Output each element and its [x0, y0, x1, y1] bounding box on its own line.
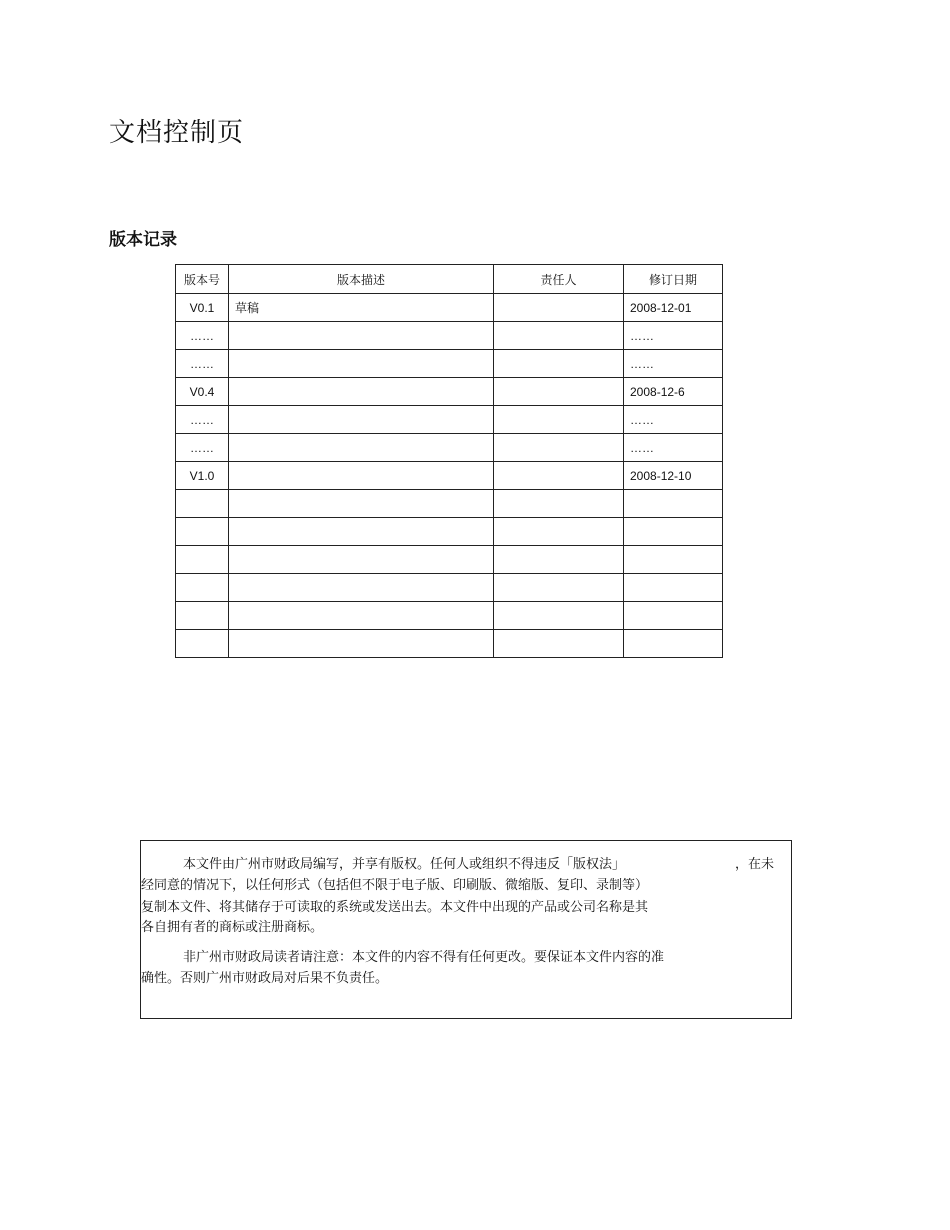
cell-owner	[494, 350, 624, 378]
cell-revision-date	[624, 574, 723, 602]
cell-version: V1.0	[176, 462, 229, 490]
cell-version	[176, 574, 229, 602]
header-version: 版本号	[176, 265, 229, 294]
notice-text: 本文件由广州市财政局编写，并享有版权。任何人或组织不得违反「版权法」	[183, 857, 626, 872]
cell-owner	[494, 378, 624, 406]
cell-owner	[494, 630, 624, 658]
table-row	[176, 350, 723, 378]
table-row	[176, 378, 723, 406]
cell-version: V0.4	[176, 378, 229, 406]
cell-description: 草稿	[229, 294, 494, 322]
section-title-version-record: 版本记录	[109, 230, 177, 250]
cell-description	[229, 574, 494, 602]
cell-revision-date	[624, 490, 723, 518]
cell-description	[229, 350, 494, 378]
table-row	[176, 294, 723, 322]
cell-revision-date	[624, 546, 723, 574]
table-row	[176, 406, 723, 434]
cell-revision-date	[624, 630, 723, 658]
cell-description	[229, 546, 494, 574]
cell-revision-date: 2008-12-01	[624, 294, 723, 322]
header-owner: 责任人	[494, 265, 624, 294]
cell-description	[229, 602, 494, 630]
header-description: 版本描述	[229, 265, 494, 294]
table-row	[176, 574, 723, 602]
cell-version: V0.1	[176, 294, 229, 322]
cell-description	[229, 490, 494, 518]
table-header-row	[176, 265, 723, 294]
cell-version	[176, 630, 229, 658]
cell-owner	[494, 602, 624, 630]
version-record-table	[175, 264, 723, 658]
table-row	[176, 546, 723, 574]
cell-description	[229, 462, 494, 490]
notice-text: ，在未	[735, 857, 775, 872]
cell-version	[176, 518, 229, 546]
cell-revision-date: 2008-12-6	[624, 378, 723, 406]
table-row	[176, 462, 723, 490]
notice-text: 非广州市财政局读者请注意：本文件的内容不得有任何更改。要保证本文件内容的准	[183, 950, 665, 965]
table-row	[176, 630, 723, 658]
table-row	[176, 490, 723, 518]
table-row	[176, 602, 723, 630]
cell-version	[176, 602, 229, 630]
cell-owner	[494, 546, 624, 574]
page-title: 文档控制页	[109, 118, 245, 148]
cell-owner	[494, 294, 624, 322]
cell-owner	[494, 434, 624, 462]
cell-version	[176, 546, 229, 574]
cell-revision-date: ……	[624, 434, 723, 462]
header-revision-date: 修订日期	[624, 265, 723, 294]
notice-text: 复制本文件、将其储存于可读取的系统或发送出去。本文件中出现的产品或公司名称是其	[141, 900, 649, 915]
cell-owner	[494, 322, 624, 350]
cell-version: ……	[176, 434, 229, 462]
cell-description	[229, 518, 494, 546]
cell-owner	[494, 406, 624, 434]
cell-revision-date	[624, 518, 723, 546]
cell-description	[229, 378, 494, 406]
notice-text: 确性。否则广州市财政局对后果不负责任。	[141, 971, 389, 986]
notice-text: 各自拥有者的商标或注册商标。	[141, 920, 324, 935]
cell-revision-date: ……	[624, 322, 723, 350]
cell-description	[229, 406, 494, 434]
notice-text: 经同意的情况下，以任何形式（包括但不限于电子版、印刷版、微缩版、复印、录制等）	[141, 878, 649, 893]
cell-description	[229, 434, 494, 462]
cell-revision-date	[624, 602, 723, 630]
cell-version	[176, 490, 229, 518]
cell-owner	[494, 462, 624, 490]
cell-version: ……	[176, 406, 229, 434]
table-row	[176, 322, 723, 350]
cell-owner	[494, 518, 624, 546]
cell-description	[229, 322, 494, 350]
cell-revision-date: ……	[624, 350, 723, 378]
table-row	[176, 518, 723, 546]
table-body	[176, 294, 723, 658]
copyright-notice	[140, 840, 792, 1019]
cell-version: ……	[176, 322, 229, 350]
cell-owner	[494, 574, 624, 602]
table-row	[176, 434, 723, 462]
cell-revision-date: ……	[624, 406, 723, 434]
cell-revision-date: 2008-12-10	[624, 462, 723, 490]
cell-description	[229, 630, 494, 658]
cell-version: ……	[176, 350, 229, 378]
cell-owner	[494, 490, 624, 518]
